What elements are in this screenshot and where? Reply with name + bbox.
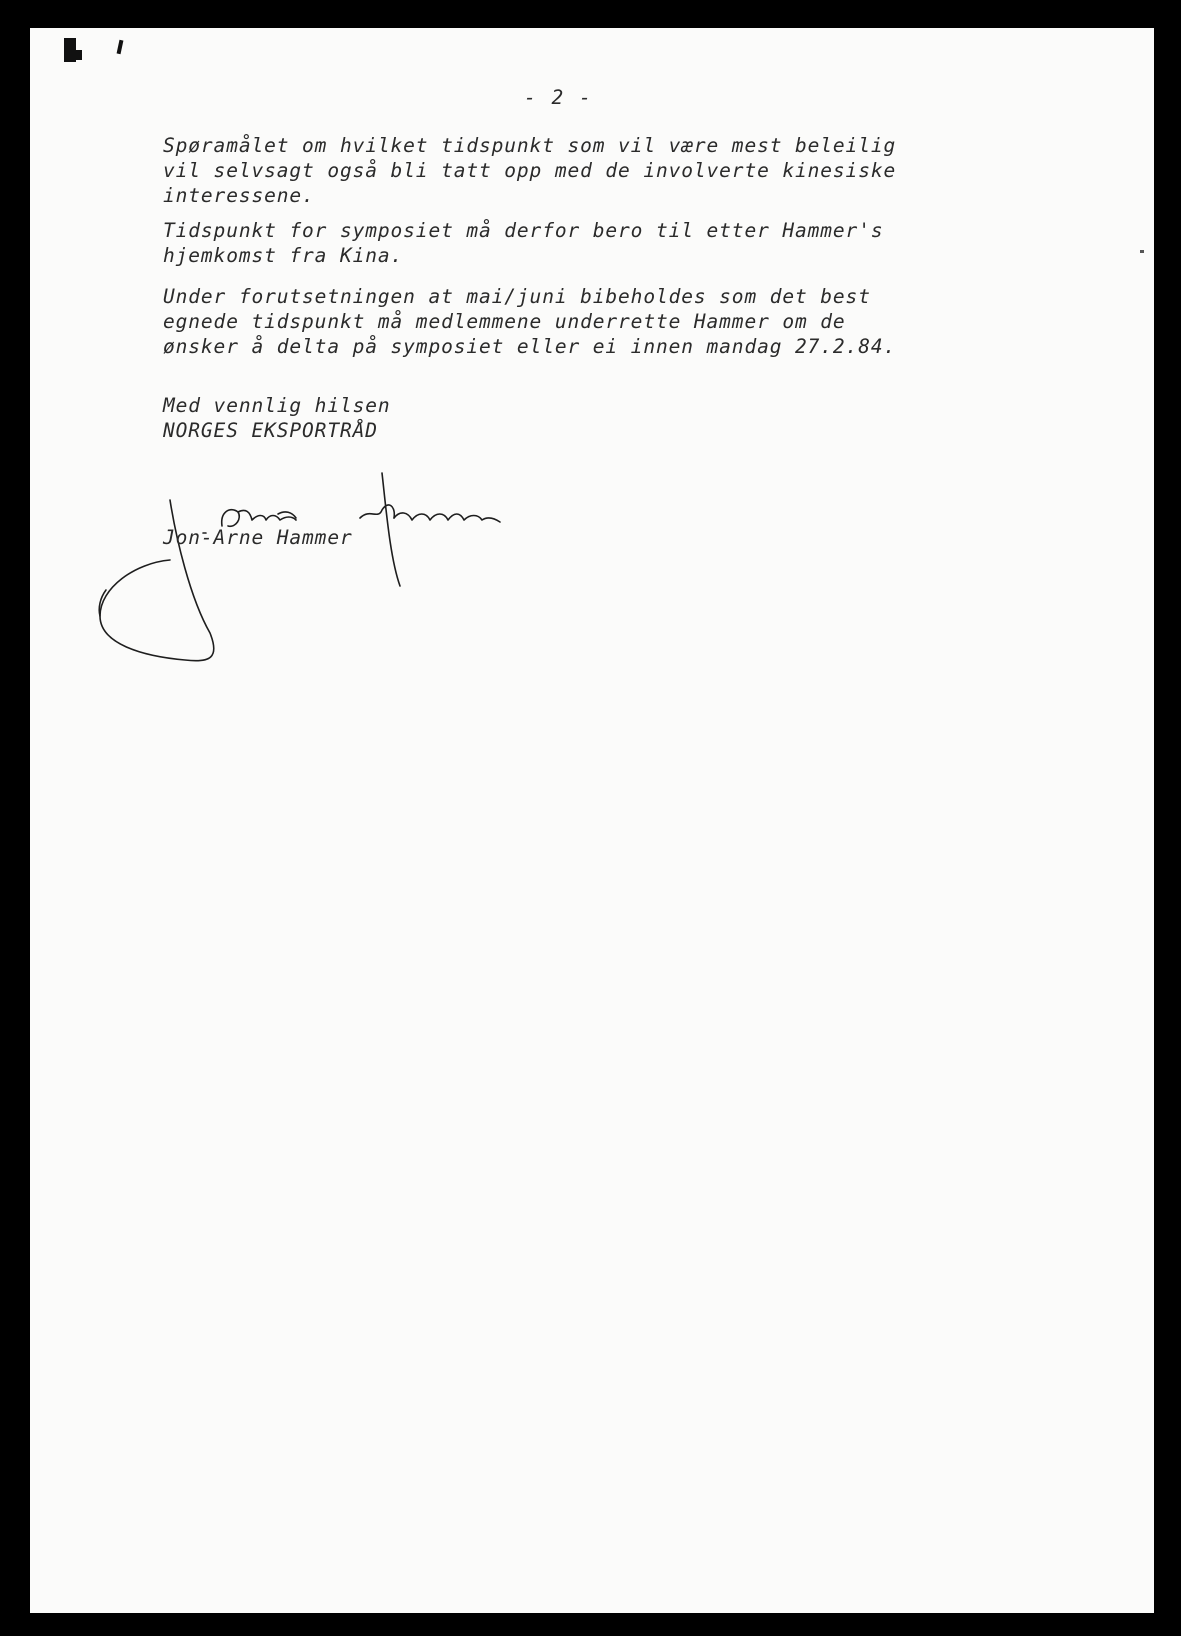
paragraph-line: ønsker å delta på symposiet eller ei innen mandag 27.2.84.: [163, 335, 897, 358]
paragraph-line: hjemkomst fra Kina.: [163, 244, 404, 267]
scan-artifact-mark: [76, 50, 82, 60]
paragraph-timing: [163, 133, 896, 208]
closing-greeting: Med vennlig hilsen: [163, 394, 391, 417]
scan-artifact-mark: [117, 40, 124, 55]
closing-block: [163, 393, 391, 443]
signer-name: Jon-Arne Hammer: [163, 526, 353, 549]
paragraph-registration: [163, 284, 896, 359]
scan-artifact-mark: [64, 38, 76, 62]
paragraph-symposium-date: [163, 218, 883, 268]
paragraph-line: egnede tidspunkt må medlemmene underrette Hammer om de: [163, 310, 846, 333]
page-number: - 2 -: [524, 86, 593, 109]
handwritten-signature: [60, 448, 530, 678]
paragraph-line: Under forutsetningen at mai/juni bibeholdes som det best: [163, 285, 871, 308]
paragraph-line: Tidspunkt for symposiet må derfor bero til etter Hammer's: [163, 219, 884, 242]
paragraph-line: interessene.: [163, 184, 315, 207]
paragraph-line: Spøramålet om hvilket tidspunkt som vil være mest beleilig: [163, 134, 897, 157]
paragraph-line: vil selvsagt også bli tatt opp med de involverte kinesiske: [163, 159, 897, 182]
closing-organization: NORGES EKSPORTRÅD: [163, 419, 378, 442]
document-page: [30, 28, 1154, 1613]
margin-tick: [1140, 250, 1144, 253]
